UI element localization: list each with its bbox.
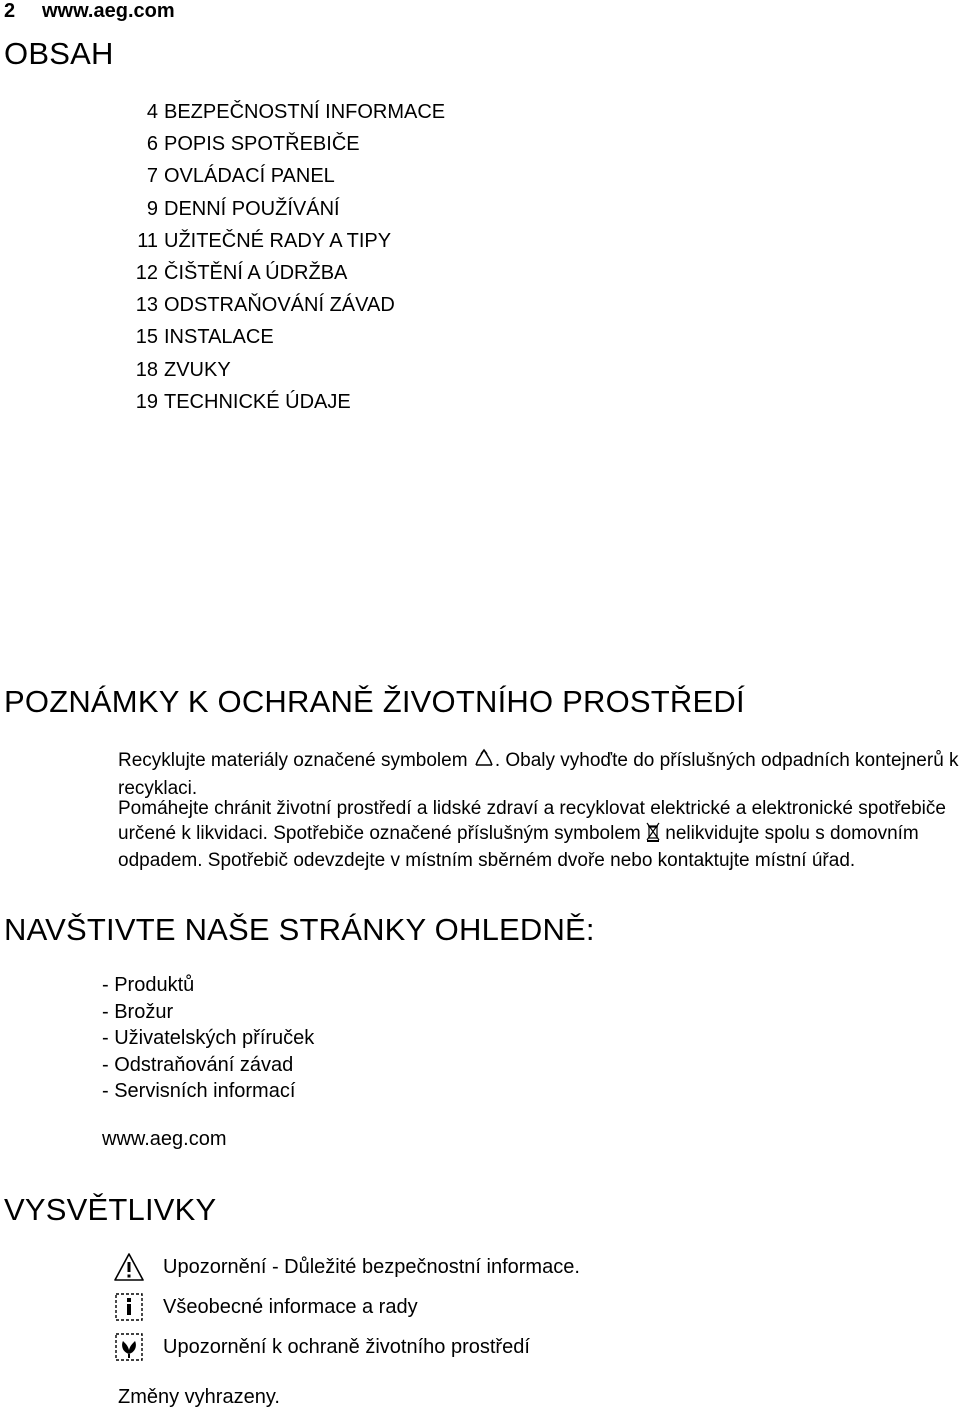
toc-page: 11 xyxy=(137,229,158,252)
toc-item[interactable] xyxy=(118,96,445,128)
toc-page: 18 xyxy=(135,358,158,381)
info-icon xyxy=(112,1290,146,1324)
page-number: 2 xyxy=(4,0,16,22)
toc-title: INSTALACE xyxy=(164,326,274,349)
toc-item[interactable] xyxy=(118,386,445,418)
weee-text-start: Pomáhejte chránit životní prostředí a lidské zdraví a recyklovat elektrické a elektronické spotřebiče určené k likvidaci. Spotřebiče označené příslušným symbolem xyxy=(118,798,946,844)
environment-icon xyxy=(112,1330,146,1364)
toc-title: TECHNICKÉ ÚDAJE xyxy=(164,390,351,413)
toc-page: 12 xyxy=(135,261,158,284)
toc-page: 4 xyxy=(146,101,158,123)
list-item: - Servisních informací xyxy=(102,1080,296,1102)
crossed-bin-icon xyxy=(646,822,660,850)
toc-item[interactable] xyxy=(118,257,445,289)
header-url-link[interactable]: www.aeg.com xyxy=(42,0,175,22)
toc-item[interactable] xyxy=(118,354,445,386)
legend-item-environment xyxy=(112,1330,530,1364)
toc-item[interactable] xyxy=(118,128,445,160)
visit-section-title: NAVŠTIVTE NAŠE STRÁNKY OHLEDNĚ: xyxy=(4,912,595,947)
list-item: - Produktů xyxy=(102,974,195,996)
toc-item[interactable] xyxy=(118,193,445,225)
table-of-contents xyxy=(118,96,445,418)
legend-text: Všeobecné informace a rady xyxy=(163,1295,418,1318)
recycle-icon xyxy=(473,747,495,777)
legend-title: VYSVĚTLIVKY xyxy=(4,1192,217,1227)
contents-title: OBSAH xyxy=(4,36,114,71)
toc-title: POPIS SPOTŘEBIČE xyxy=(164,133,360,156)
environment-section-title: POZNÁMKY K OCHRANĚ ŽIVOTNÍHO PROSTŘEDÍ xyxy=(4,684,745,719)
toc-page: 6 xyxy=(146,133,158,156)
toc-title: ODSTRAŇOVÁNÍ ZÁVAD xyxy=(164,294,395,317)
toc-item[interactable] xyxy=(118,289,445,321)
toc-title: UŽITEČNÉ RADY A TIPY xyxy=(164,229,392,252)
recycle-text-start: Recyklujte materiály označené symbolem xyxy=(118,750,473,771)
toc-title: ČIŠTĚNÍ A ÚDRŽBA xyxy=(164,261,348,284)
toc-page: 13 xyxy=(135,294,158,317)
list-item: - Odstraňování závad xyxy=(102,1053,294,1076)
website-link[interactable]: www.aeg.com xyxy=(102,1128,227,1150)
list-item: - Brožur xyxy=(102,1000,174,1023)
toc-page: 15 xyxy=(135,326,158,349)
toc-title: OVLÁDACÍ PANEL xyxy=(164,165,335,188)
toc-page: 19 xyxy=(135,390,158,413)
toc-item[interactable] xyxy=(118,321,445,353)
toc-page: 9 xyxy=(146,197,158,220)
recycle-text-end: . Obaly vyhoďte do příslušných odpadních kontejnerů k recyklaci. xyxy=(118,750,959,799)
legend-item-info xyxy=(112,1290,418,1324)
environment-paragraph-recycle xyxy=(118,747,960,801)
weee-text-end: nelikvidujte spolu s domovním odpadem. Spotřebič odevzdejte v místním sběrném dvoře nebo kontaktujte místní úřad. xyxy=(118,822,919,871)
toc-item[interactable] xyxy=(118,225,445,257)
toc-page: 7 xyxy=(146,165,158,188)
environment-paragraph-weee xyxy=(118,797,960,874)
list-item: - Uživatelských příruček xyxy=(102,1027,315,1049)
visit-link-list xyxy=(102,972,314,1105)
legend-item-warning xyxy=(112,1250,580,1284)
toc-title: DENNÍ POUŽÍVÁNÍ xyxy=(164,197,340,220)
footer-note: Změny vyhrazeny. xyxy=(118,1386,280,1408)
legend-text: Upozornění k ochraně životního prostředí xyxy=(163,1335,530,1358)
toc-title: BEZPEČNOSTNÍ INFORMACE xyxy=(164,101,446,123)
legend-text: Upozornění - Důležité bezpečnostní informace. xyxy=(163,1255,580,1278)
warning-icon xyxy=(112,1250,146,1284)
toc-title: ZVUKY xyxy=(164,358,231,381)
toc-item[interactable] xyxy=(118,160,445,192)
